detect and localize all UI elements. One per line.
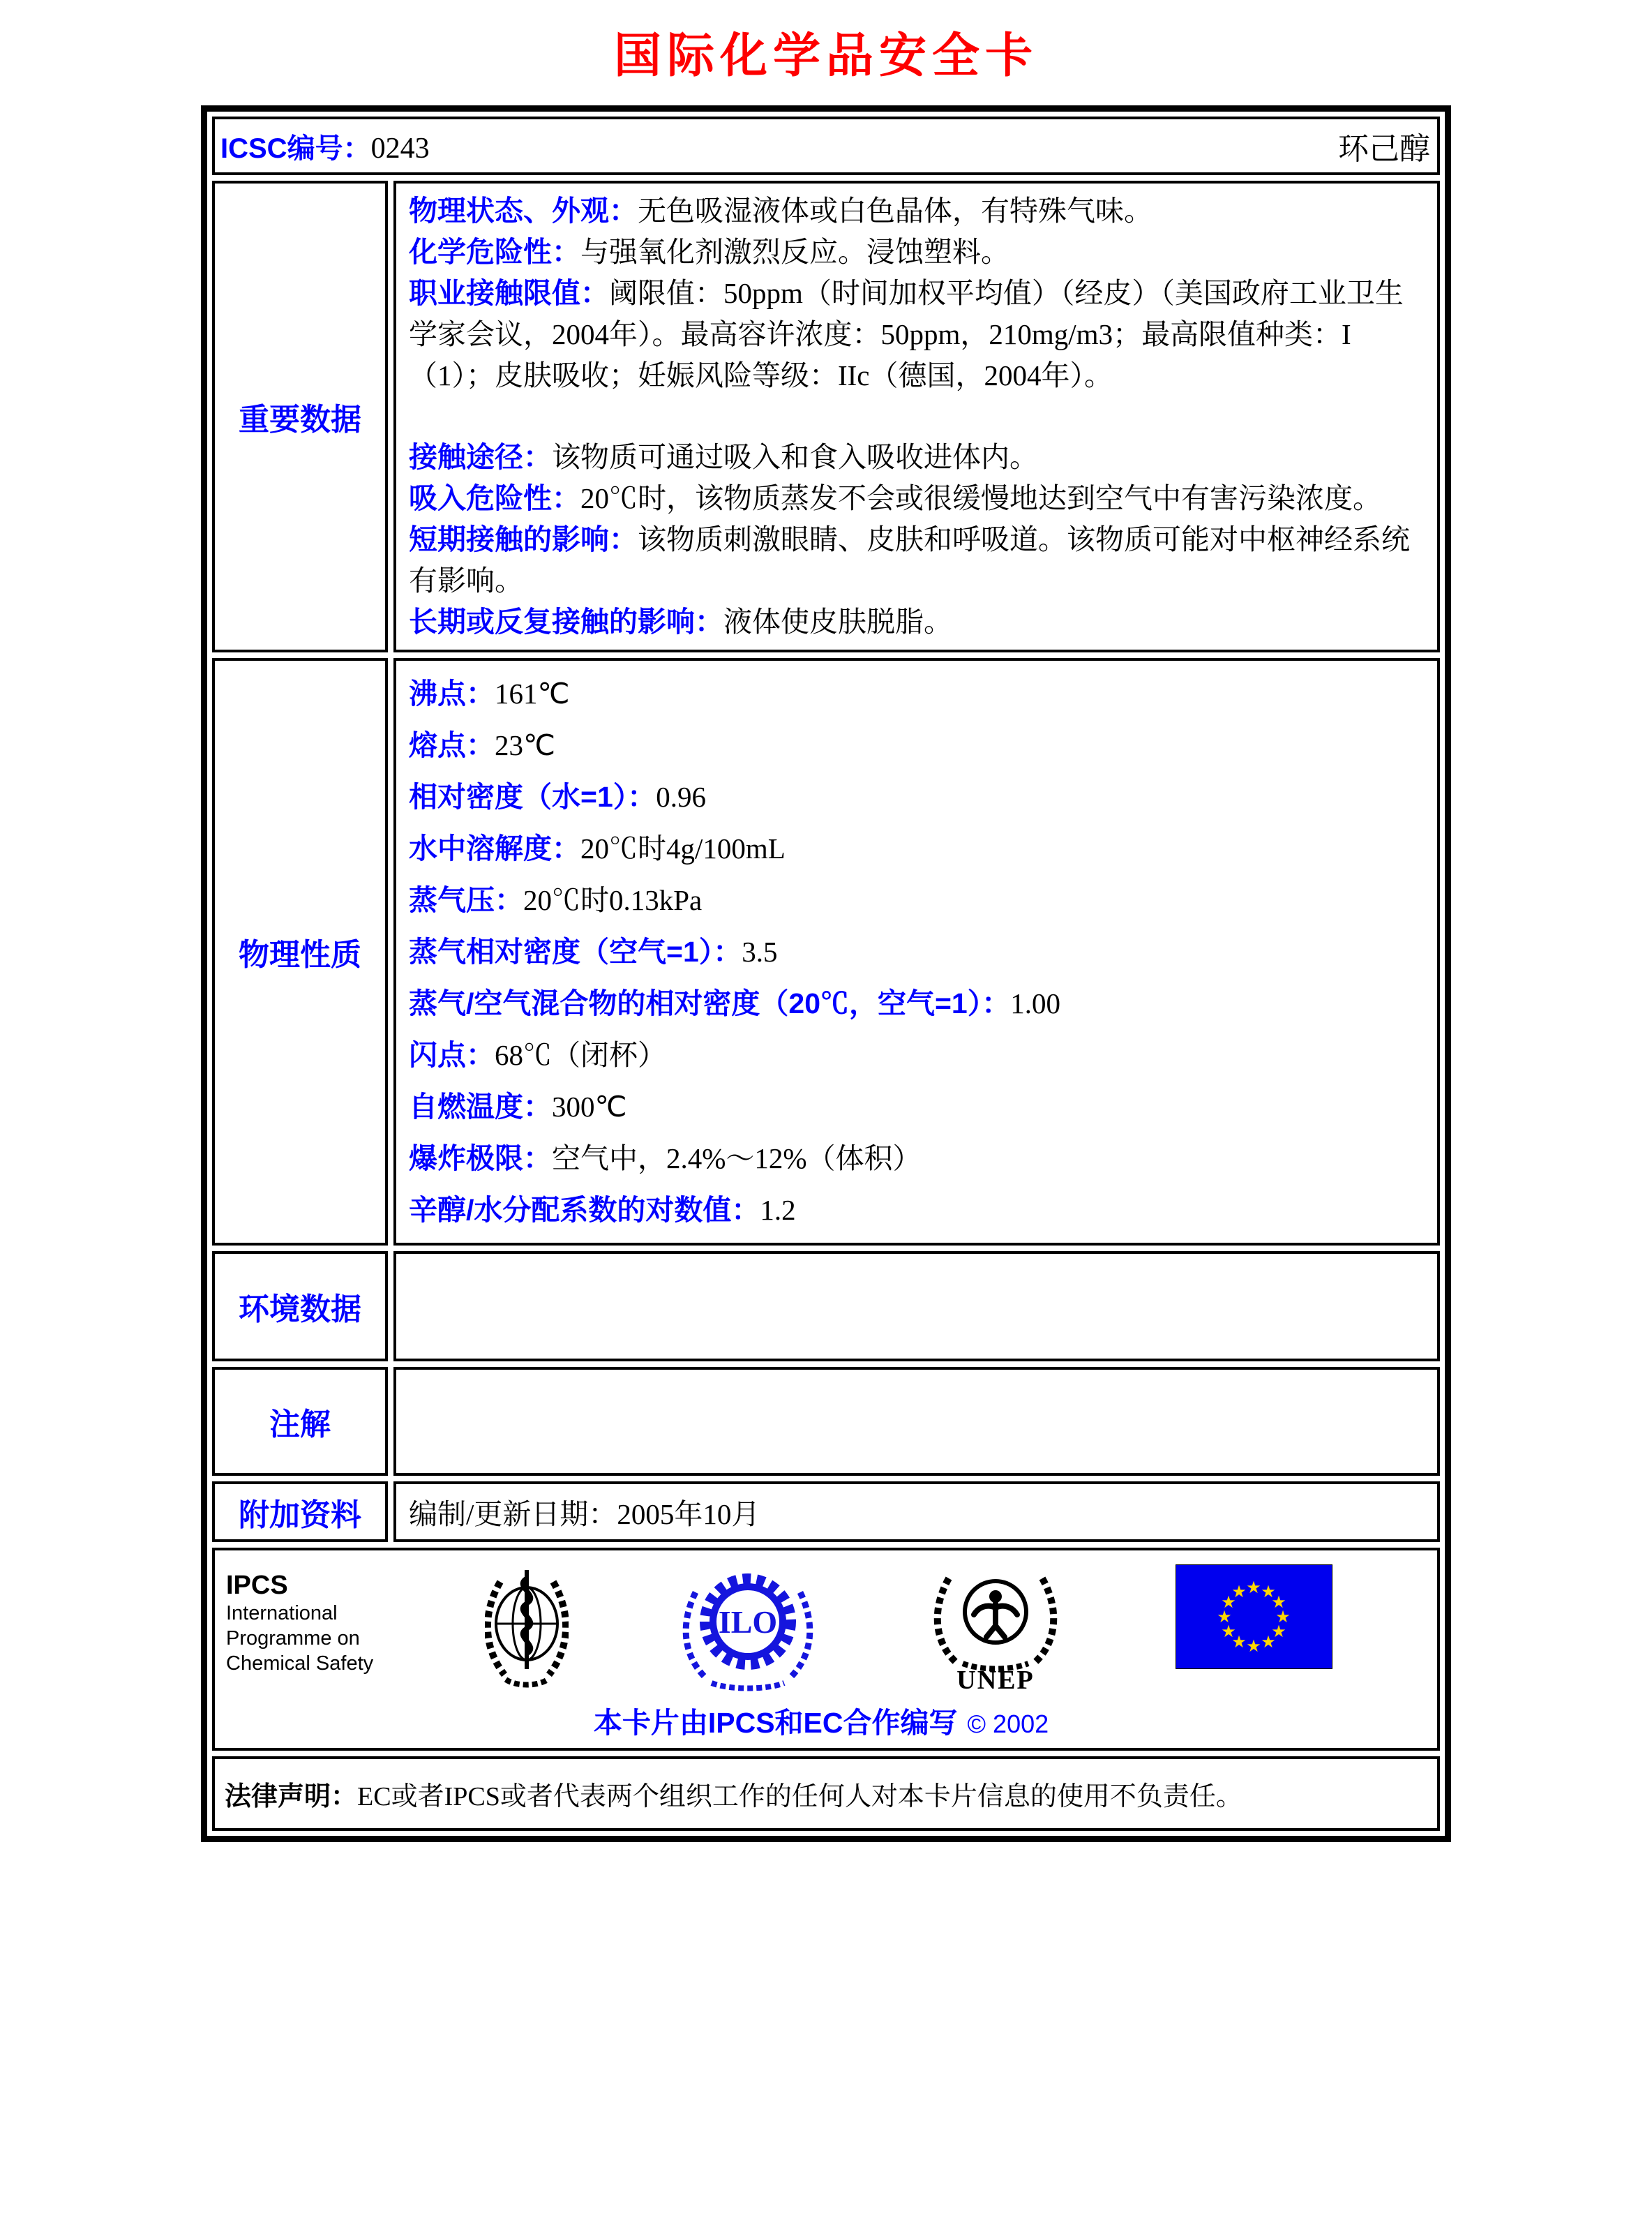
physical-property-item: 爆炸极限：空气中，2.4%～12%（体积）: [409, 1142, 922, 1174]
svg-text:★: ★: [1221, 1623, 1236, 1641]
svg-text:★: ★: [1217, 1608, 1232, 1627]
physical-property-item: 蒸气相对密度（空气=1）：3.5: [409, 936, 778, 968]
svg-text:★: ★: [1231, 1633, 1247, 1652]
row-label-physical-properties: 物理性质: [212, 658, 388, 1246]
legal-notice-label: 法律声明：: [225, 1782, 358, 1811]
physical-property-item: 相对密度（水=1）：0.96: [409, 781, 706, 813]
blank-line: [409, 396, 1425, 437]
ipcs-title: IPCS: [226, 1571, 288, 1600]
row-label-important-data: 重要数据: [212, 181, 388, 652]
svg-text:★: ★: [1221, 1594, 1236, 1612]
svg-text:★: ★: [1261, 1583, 1276, 1601]
ipcs-text-block: IPCS International Programme on Chemical Safety: [226, 1571, 374, 1675]
logos-flex: [226, 1564, 1416, 1697]
update-date: 编制/更新日期：2005年10月: [409, 1498, 760, 1530]
important-data-item: 化学危险性：与强氧化剂激烈反应。浸蚀塑料。: [409, 236, 1009, 268]
svg-text:★: ★: [1231, 1583, 1247, 1601]
physical-property-item: 蒸气压：20℃时0.13kPa: [409, 884, 703, 916]
row-label-notes: 注解: [212, 1367, 388, 1476]
physical-properties-content: [393, 658, 1440, 1246]
additional-info-content: [393, 1481, 1440, 1542]
important-data-item: 职业接触限值：阈限值：50ppm（时间加权平均值）（经皮）（美国政府工业卫生学家会议，2004年）。最高容许浓度：50ppm，210mg/m3；最高限值种类：I（1）；皮肤吸收；妊娠风险等级：IIc（德国，2004年）。: [409, 277, 1404, 391]
ilo-logo-icon: [680, 1564, 816, 1697]
page-title: 国际化学品安全卡: [613, 29, 1038, 82]
physical-property-item: 熔点：23℃: [409, 729, 556, 761]
eu-flag-icon: [1176, 1564, 1332, 1673]
row-label-additional-info: 附加资料: [212, 1481, 388, 1542]
header-row: [212, 117, 1440, 175]
icsc-card-table: [201, 105, 1451, 1842]
important-data-item: 物理状态、外观：无色吸湿液体或白色晶体，有特殊气味。: [409, 195, 1152, 227]
icsc-number-label: ICSC编号：: [220, 133, 371, 164]
unep-logo-icon: [928, 1564, 1064, 1697]
svg-text:UNEP: UNEP: [956, 1666, 1035, 1693]
legal-notice-text: EC或者IPCS或者代表两个组织工作的任何人对本卡片信息的使用不负责任。: [357, 1782, 1242, 1811]
svg-text:ILO: ILO: [718, 1604, 778, 1640]
physical-property-item: 自燃温度：300℃: [409, 1091, 627, 1123]
important-data-item: 接触途径：该物质可通过吸入和食入吸收进体内。: [409, 441, 1038, 473]
row-label-environmental-data: 环境数据: [212, 1251, 388, 1361]
physical-property-item: 闪点：68℃（闭杯）: [409, 1039, 666, 1071]
important-data-item: 短期接触的影响：该物质刺激眼睛、皮肤和呼吸道。该物质可能对中枢神经系统有影响。: [409, 523, 1410, 597]
copyright-line: [226, 1700, 1416, 1741]
notes-content: [393, 1367, 1440, 1476]
svg-text:★: ★: [1275, 1608, 1291, 1627]
important-data-item: 长期或反复接触的影响：液体使皮肤脱脂。: [409, 606, 952, 638]
icsc-number-group: [220, 126, 430, 166]
svg-text:★: ★: [1246, 1638, 1261, 1656]
svg-text:★: ★: [1261, 1633, 1276, 1652]
logos-row: [212, 1548, 1440, 1751]
icsc-number-value: 0243: [370, 132, 430, 165]
svg-text:★: ★: [1271, 1594, 1286, 1612]
physical-property-item: 沸点：161℃: [409, 678, 570, 710]
physical-property-item: 水中溶解度：20℃时4g/100mL: [409, 832, 786, 865]
copyright-year: © 2002: [967, 1710, 1049, 1738]
legal-notice-row: [212, 1756, 1440, 1831]
chemical-name: 环己醇: [1338, 132, 1430, 166]
physical-property-item: 蒸气/空气混合物的相对密度（20℃，空气=1）：1.00: [409, 987, 1060, 1019]
legal-notice: [225, 1774, 1242, 1813]
important-data-item: 吸入危险性：20℃时，该物质蒸发不会或很缓慢地达到空气中有害污染浓度。: [409, 482, 1381, 514]
who-logo-icon: [485, 1564, 569, 1697]
svg-text:★: ★: [1271, 1623, 1286, 1641]
svg-text:★: ★: [1246, 1579, 1261, 1597]
copyright-text: 本卡片由IPCS和EC合作编写: [593, 1707, 958, 1739]
important-data-content: [393, 181, 1440, 652]
physical-property-item: 辛醇/水分配系数的对数值：1.2: [409, 1194, 796, 1226]
environmental-data-content: [393, 1251, 1440, 1361]
